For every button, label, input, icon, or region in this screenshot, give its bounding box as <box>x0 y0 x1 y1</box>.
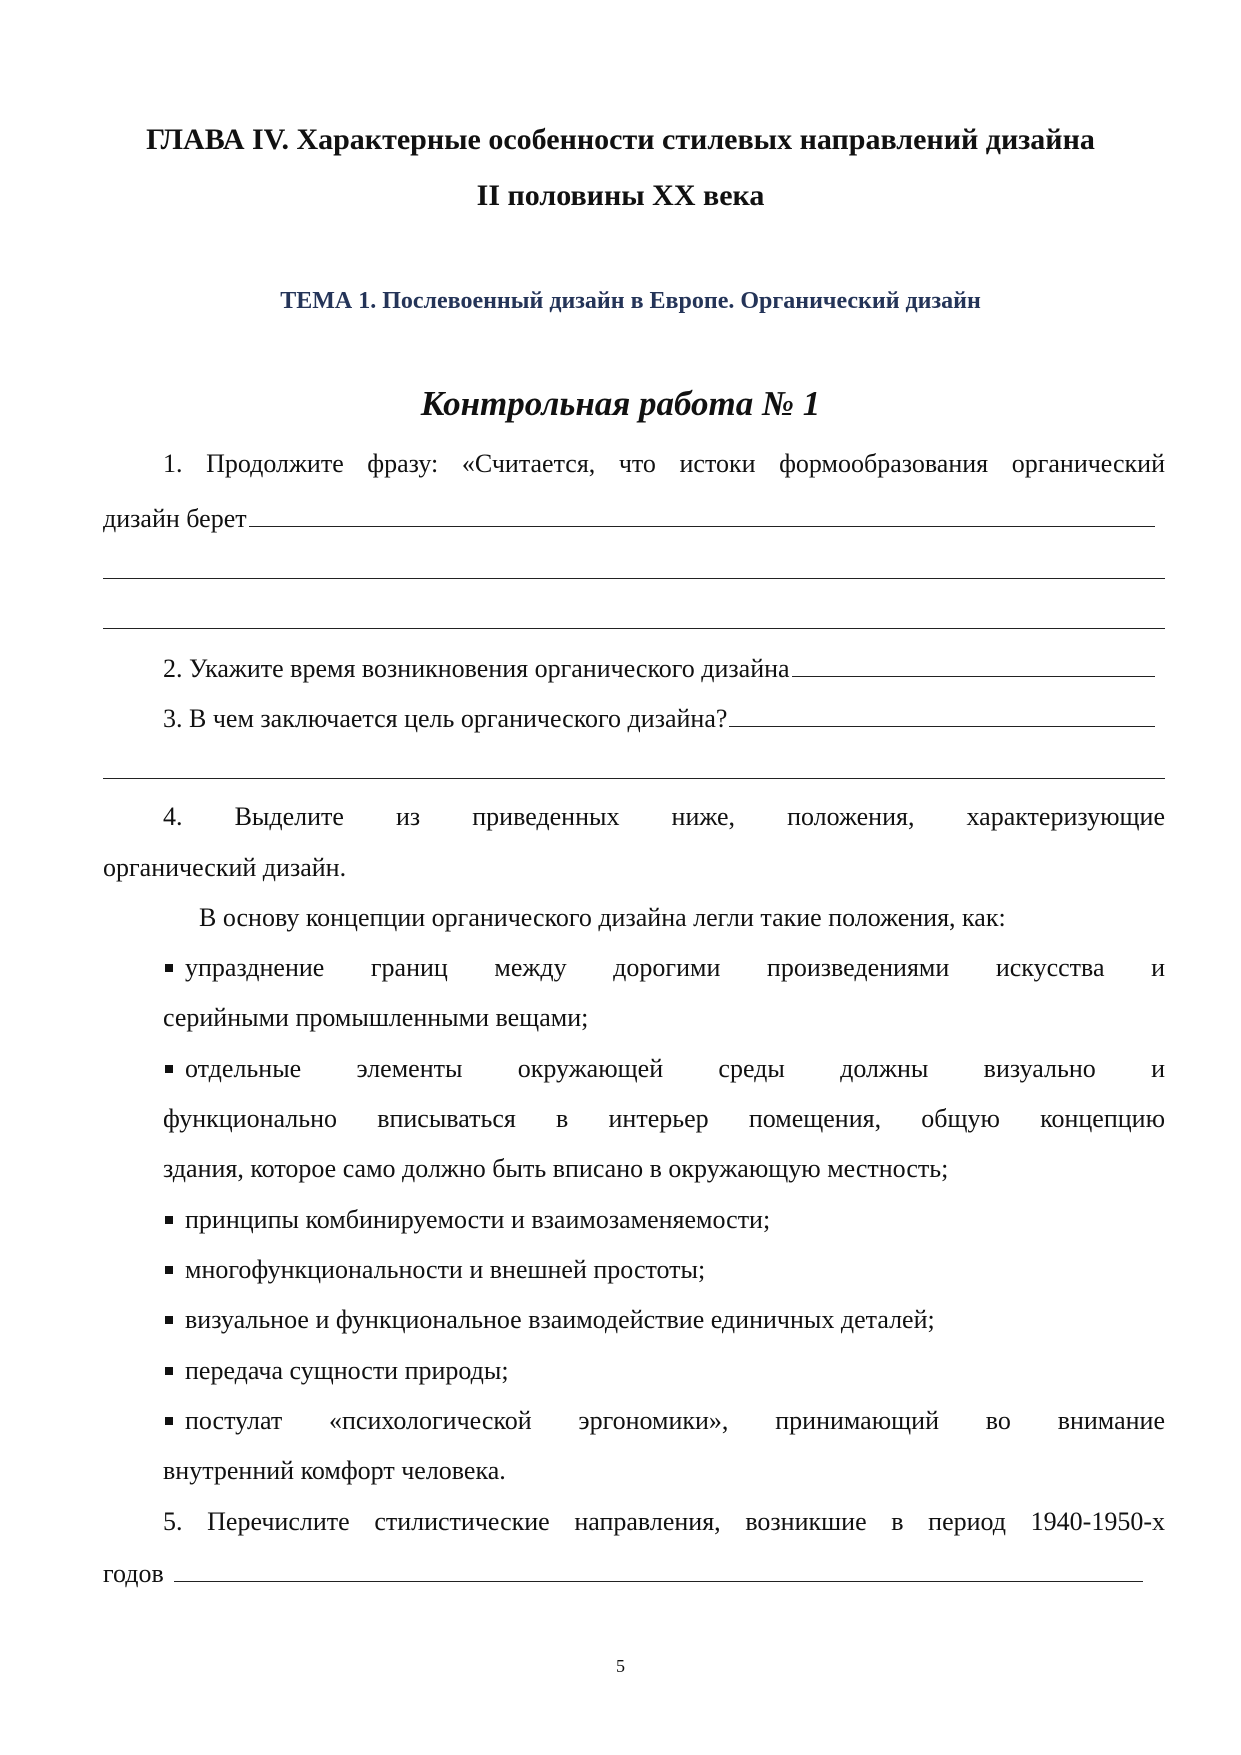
question-5-line2 <box>103 1557 1143 1589</box>
bullet-item: упразднение границ между дорогими произведениями искусства и <box>165 953 1165 983</box>
question-5-line1: 5. Перечислите стилистические направления, возникшие в период 1940-1950-х <box>163 1507 1165 1536</box>
bullet-icon <box>165 1417 173 1425</box>
question-1-line1: 1. Продолжите фразу: «Считается, что истоки формообразования органический <box>163 449 1165 478</box>
question-4-line2: органический дизайн. <box>103 853 347 882</box>
bullet-item: визуальное и функциональное взаимодействие единичных деталей; <box>165 1305 935 1335</box>
question-1-line2 <box>103 502 1155 534</box>
bullet-item: постулат «психологической эргономики», принимающий во внимание <box>165 1406 1165 1436</box>
question-1-text: дизайн берет <box>103 504 247 533</box>
question-3 <box>163 702 1155 734</box>
bullet-icon <box>165 1065 173 1073</box>
page-number: 5 <box>616 1656 625 1676</box>
answer-blank[interactable] <box>103 628 1165 629</box>
bullet-item: принципы комбинируемости и взаимозаменяемости; <box>165 1205 770 1235</box>
question-3-text: 3. В чем заключается цель органического дизайна? <box>163 704 728 733</box>
question-4-line1: 4. Выделите из приведенных ниже, положения, характеризующие <box>163 802 1165 831</box>
intro-text: В основу концепции органического дизайна легли такие положения, как: <box>199 903 1006 932</box>
answer-blank[interactable] <box>249 502 1155 527</box>
answer-blank[interactable] <box>729 702 1155 727</box>
topic-title: ТЕМА 1. Послевоенный дизайн в Европе. Органический дизайн <box>280 288 981 314</box>
answer-blank[interactable] <box>792 652 1155 677</box>
answer-blank[interactable] <box>103 778 1165 779</box>
bullet-item: передача сущности природы; <box>165 1356 509 1386</box>
question-2-text: 2. Укажите время возникновения органического дизайна <box>163 654 790 683</box>
bullet-icon <box>165 964 173 972</box>
bullet-item: отдельные элементы окружающей среды должны визуально и <box>165 1054 1165 1084</box>
answer-blank[interactable] <box>103 578 1165 579</box>
bullet-icon <box>165 1266 173 1274</box>
bullet-continuation: функционально вписываться в интерьер помещения, общую концепцию <box>163 1104 1165 1133</box>
answer-blank[interactable] <box>174 1557 1143 1582</box>
question-5-text: годов <box>103 1559 164 1588</box>
bullet-item: многофункциональности и внешней простоты; <box>165 1255 705 1285</box>
bullet-icon <box>165 1216 173 1224</box>
test-heading: Контрольная работа № 1 <box>420 384 821 423</box>
bullet-icon <box>165 1316 173 1324</box>
bullet-continuation: серийными промышленными вещами; <box>163 1003 589 1032</box>
chapter-title-line1: ГЛАВА IV. Характерные особенности стилевых направлений дизайна <box>146 123 1095 156</box>
bullet-continuation: внутренний комфорт человека. <box>163 1456 506 1485</box>
question-2 <box>163 652 1155 684</box>
bullet-icon <box>165 1367 173 1375</box>
chapter-title-line2: II половины XX века <box>476 179 765 212</box>
bullet-continuation: здания, которое само должно быть вписано в окружающую местность; <box>163 1154 949 1183</box>
